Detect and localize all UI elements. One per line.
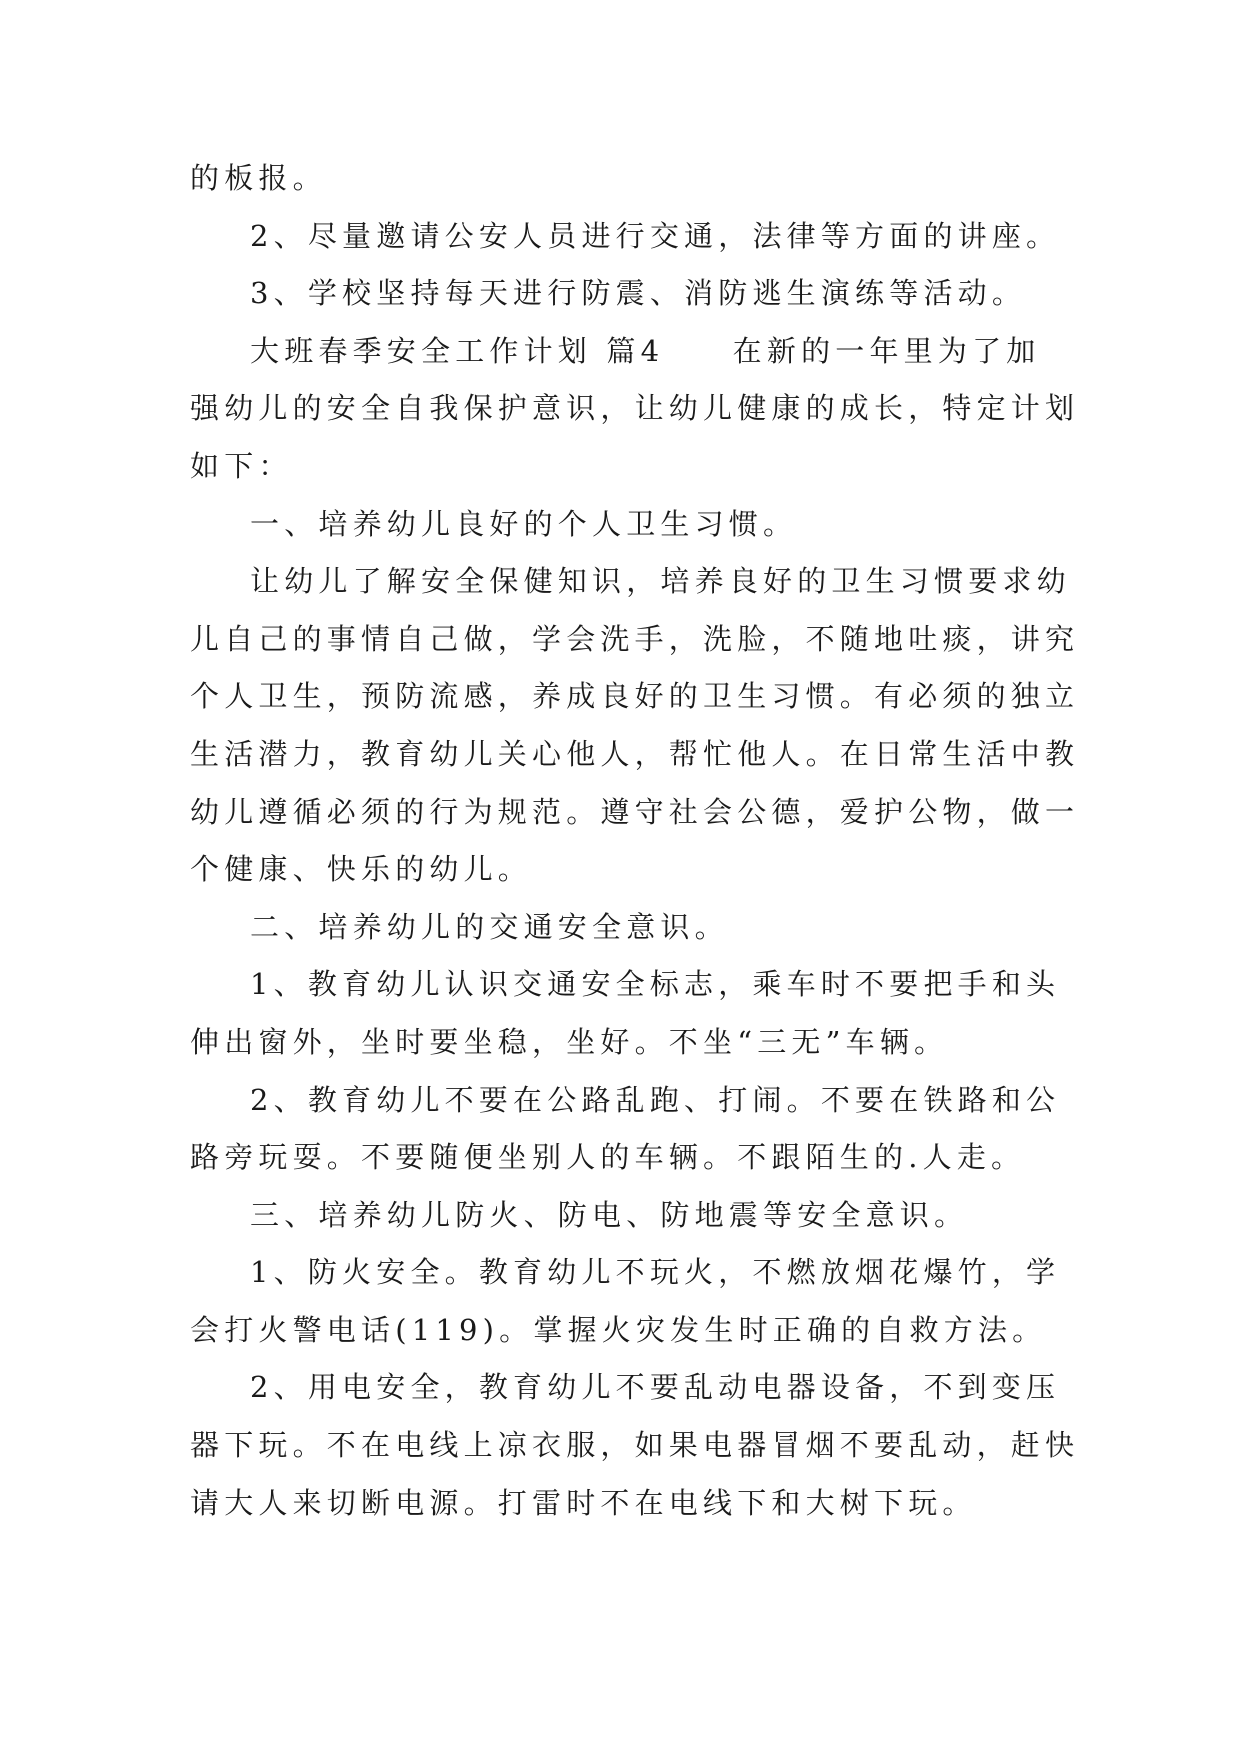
text-line: 幼儿遵循必须的行为规范。遵守社会公德，爱护公物，做一: [190, 794, 1080, 829]
document-body: [190, 150, 1080, 1532]
text-line: 个健康、快乐的幼儿。: [190, 852, 533, 887]
text-line: 一、培养幼儿良好的个人卫生习惯。: [250, 506, 798, 541]
text-line: 1、教育幼儿认识交通安全标志，乘车时不要把手和头: [250, 967, 1061, 1002]
text-line: 路旁玩耍。不要随便坐别人的车辆。不跟陌生的.人走。: [190, 1140, 1026, 1175]
text-line: 二、培养幼儿的交通安全意识。: [250, 909, 729, 944]
text-line: 2、尽量邀请公安人员进行交通，法律等方面的讲座。: [250, 218, 1061, 253]
section-heading-line: 大班春季安全工作计划 篇4 在新的一年里为了加: [250, 333, 1041, 368]
text-line: 会打火警电话(119)。掌握火灾发生时正确的自救方法。: [190, 1312, 1047, 1347]
text-line: 器下玩。不在电线上凉衣服，如果电器冒烟不要乱动，赶快: [190, 1428, 1080, 1463]
text-line: 儿自己的事情自己做，学会洗手，洗脸，不随地吐痰，讲究: [190, 621, 1080, 656]
text-line: 1、防火安全。教育幼儿不玩火，不燃放烟花爆竹，学: [250, 1255, 1061, 1290]
text-line: 强幼儿的安全自我保护意识，让幼儿健康的成长，特定计划: [190, 391, 1080, 426]
text-line: 请大人来切断电源。打雷时不在电线下和大树下玩。: [190, 1485, 977, 1520]
text-line: 让幼儿了解安全保健知识，培养良好的卫生习惯要求幼: [250, 564, 1071, 599]
text-line: 伸出窗外，坐时要坐稳，坐好。不坐“三无”车辆。: [190, 1024, 949, 1059]
text-line: 2、教育幼儿不要在公路乱跑、打闹。不要在铁路和公: [250, 1082, 1061, 1117]
text-line: 生活潜力，教育幼儿关心他人，帮忙他人。在日常生活中教: [190, 736, 1080, 771]
text-line: 的板报。: [190, 161, 327, 195]
text-line: 个人卫生，预防流感，养成良好的卫生习惯。有必须的独立: [190, 679, 1080, 714]
text-line: 2、用电安全，教育幼儿不要乱动电器设备，不到变压: [250, 1370, 1061, 1405]
text-line: 3、学校坚持每天进行防震、消防逃生演练等活动。: [250, 276, 1027, 311]
text-line: 三、培养幼儿防火、防电、防地震等安全意识。: [250, 1197, 969, 1232]
text-line: 如下：: [190, 448, 293, 483]
